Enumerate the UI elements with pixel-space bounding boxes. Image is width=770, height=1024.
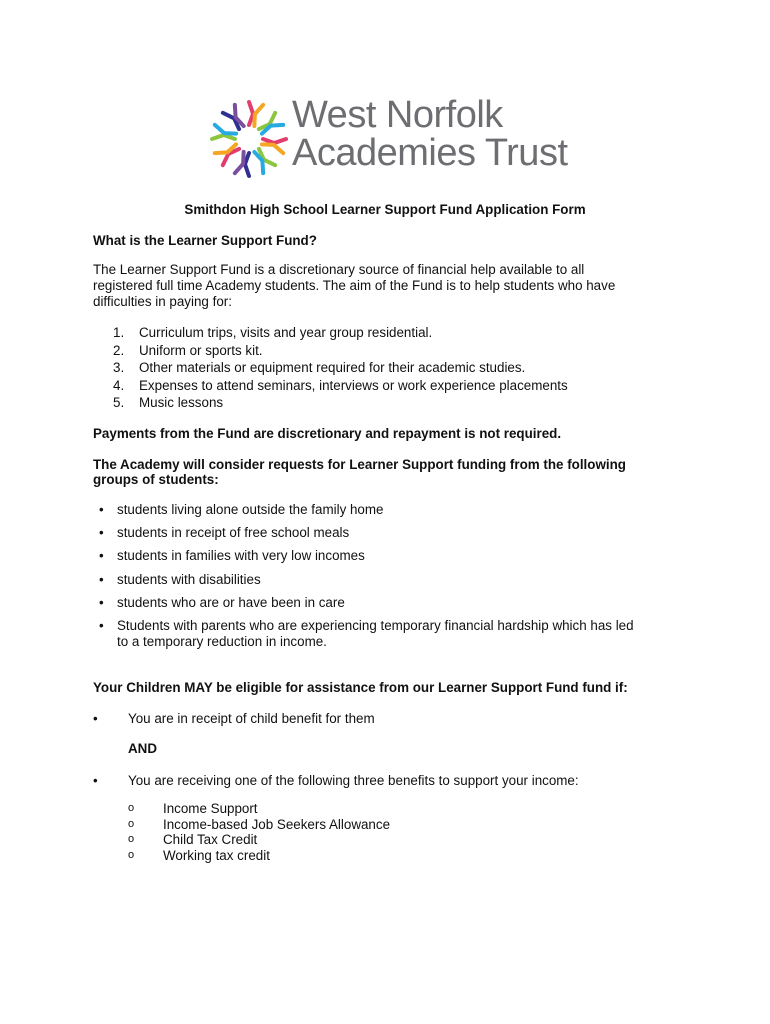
- circle-bullet-icon: o: [128, 817, 135, 830]
- list-item: [113, 359, 568, 377]
- list-item: [128, 848, 390, 864]
- list-item: [113, 342, 568, 360]
- logo-ray: [245, 153, 249, 176]
- intro-line: registered full time Academy students. The aim of the Fund is to help students who have: [93, 278, 616, 293]
- list-item: [113, 377, 568, 395]
- list-item: [93, 618, 634, 651]
- item-text: You are in receipt of child benefit for them: [128, 711, 375, 726]
- logo-ray: [262, 144, 283, 153]
- item-number: 3.: [113, 360, 125, 376]
- discretionary-note: Payments from the Fund are discretionary and repayment is not required.: [93, 426, 562, 441]
- item-number: 5.: [113, 395, 125, 411]
- logo-ray: [212, 135, 235, 139]
- benefits-list: [128, 801, 390, 863]
- trust-logo: [208, 96, 568, 182]
- item-text: students living alone outside the family home: [117, 502, 384, 517]
- bullet-icon: •: [93, 773, 98, 788]
- circle-bullet-icon: o: [128, 848, 135, 861]
- list-item: [128, 801, 390, 817]
- starburst-logo-icon: [208, 98, 290, 180]
- list-item: [93, 595, 634, 611]
- item-text: Other materials or equipment required for their academic studies.: [139, 360, 526, 376]
- logo-ray: [263, 139, 286, 143]
- bullet-icon: •: [99, 594, 104, 610]
- logo-ray: [215, 125, 236, 134]
- item-text: students with disabilities: [117, 571, 261, 587]
- list-item: [128, 832, 390, 848]
- circle-bullet-icon: o: [128, 802, 135, 814]
- item-text: Curriculum trips, visits and year group residential.: [139, 325, 433, 340]
- logo-line-1: West Norfolk: [292, 94, 503, 136]
- list-item: [93, 525, 634, 541]
- list-item: [93, 572, 634, 588]
- item-text: students who are or have been in care: [117, 594, 345, 610]
- item-text: Music lessons: [139, 395, 224, 411]
- logo-ray: [235, 152, 244, 173]
- item-text-continued: to a temporary reduction in income.: [117, 634, 327, 650]
- list-item: [128, 817, 390, 833]
- student-groups-list: [93, 502, 634, 658]
- item-text: students in families with very low incomes: [117, 548, 365, 564]
- item-text: Working tax credit: [163, 847, 270, 863]
- list-item: [113, 324, 568, 342]
- logo-wordmark: [292, 96, 568, 172]
- item-text: You are receiving one of the following three benefits to support your income:: [128, 773, 579, 788]
- circle-bullet-icon: o: [128, 833, 135, 846]
- bullet-icon: •: [99, 525, 104, 541]
- consider-heading-line: groups of students:: [93, 472, 219, 487]
- item-text: Expenses to attend seminars, interviews or work experience placements: [139, 377, 568, 393]
- list-item: [113, 394, 568, 412]
- logo-ray: [254, 105, 263, 126]
- bullet-icon: •: [99, 548, 104, 564]
- item-text: Child Tax Credit: [163, 832, 258, 848]
- item-number: 1.: [113, 325, 125, 340]
- consider-heading-line: The Academy will consider requests for Learner Support funding from the following: [93, 457, 626, 472]
- list-item: [93, 548, 634, 564]
- item-text: Income-based Job Seekers Allowance: [163, 816, 391, 832]
- logo-line-2: Academies Trust: [292, 132, 568, 174]
- item-number: 4.: [113, 377, 125, 393]
- list-item: [93, 502, 634, 518]
- intro-line: difficulties in paying for:: [93, 294, 232, 309]
- bullet-icon: •: [93, 711, 98, 726]
- payment-items-list: [113, 324, 568, 412]
- logo-ray: [249, 102, 253, 125]
- bullet-icon: •: [99, 571, 104, 587]
- question-heading: What is the Learner Support Fund?: [93, 233, 317, 248]
- item-text: students in receipt of free school meals: [117, 525, 350, 541]
- and-label: AND: [128, 741, 158, 756]
- item-text: Uniform or sports kit.: [139, 342, 263, 358]
- item-text: Students with parents who are experiencing temporary financial hardship which has led: [117, 618, 634, 634]
- bullet-icon: •: [99, 618, 104, 634]
- item-number: 2.: [113, 342, 125, 358]
- item-text: Income Support: [163, 801, 258, 816]
- bullet-icon: •: [99, 502, 104, 517]
- form-title: Smithdon High School Learner Support Fund Application Form: [184, 202, 586, 217]
- intro-line: The Learner Support Fund is a discretionary source of financial help available to all: [93, 262, 585, 277]
- eligibility-heading: Your Children MAY be eligible for assistance from our Learner Support Fund fund if:: [93, 680, 628, 695]
